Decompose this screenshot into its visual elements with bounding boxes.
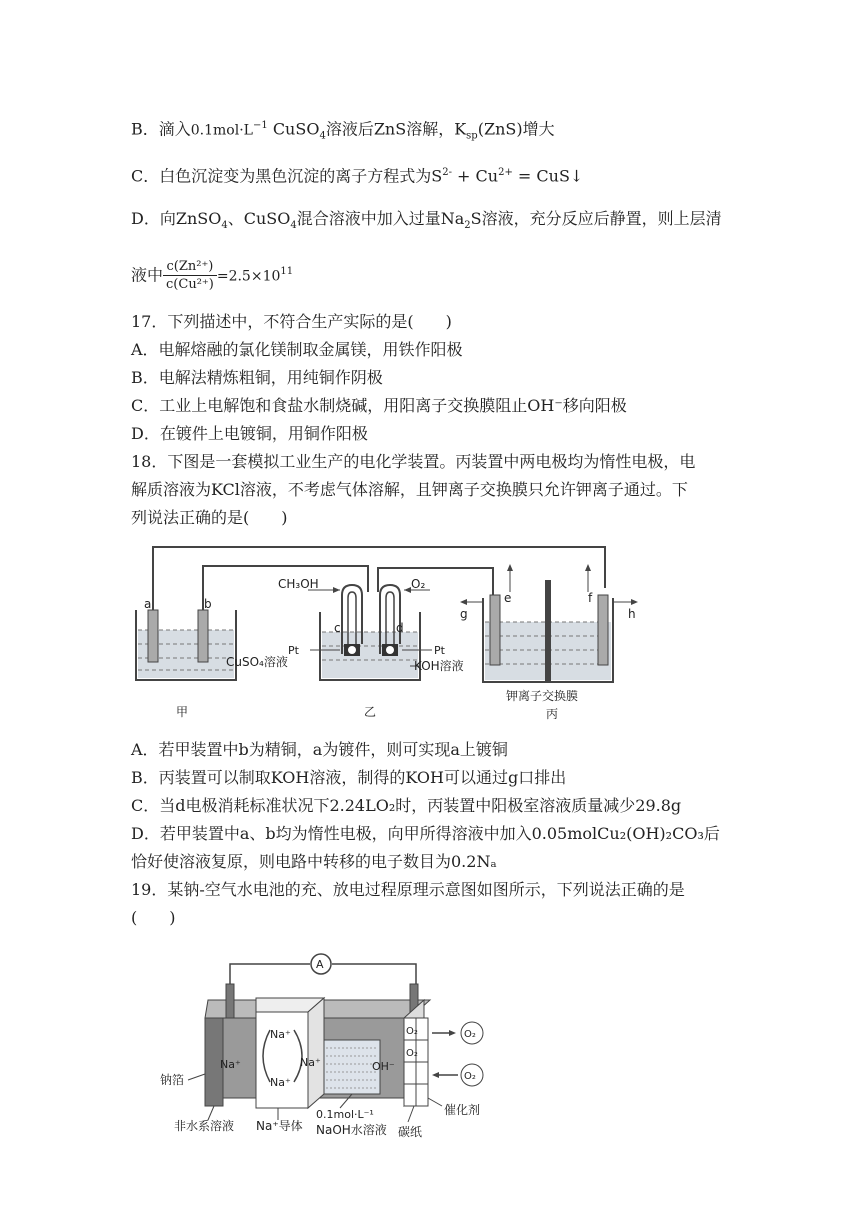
text: B．滴入: [131, 119, 191, 139]
denominator: c(Cu²⁺): [166, 277, 214, 293]
label-carbon-paper: 碳纸: [398, 1125, 423, 1139]
q19-battery-diagram: [160, 948, 520, 1148]
ammeter-label: A: [316, 958, 324, 971]
q18-option-a: A．若甲装置中b为精铜，a为镀件，则可实现a上镀铜: [131, 740, 508, 759]
charge: 2-: [442, 167, 452, 178]
label-na-bottom: Na⁺: [270, 1076, 291, 1089]
copper: + Cu: [451, 166, 499, 186]
formula: S: [470, 209, 482, 228]
q18-option-d: D．若甲装置中a、b均为惰性电极，向甲所得溶液中加入0.05molCu₂(OH)₂CO₃后: [131, 824, 720, 843]
text: 溶液，充分反应后静置，则上层清: [481, 209, 722, 228]
text: (ZnS)增大: [477, 119, 555, 139]
label-koh-solution: KOH溶液: [414, 659, 464, 673]
label-na-left: Na⁺: [220, 1058, 241, 1071]
value: =2.5×10: [216, 268, 281, 285]
q19-stem-2: ( ): [131, 908, 176, 927]
ksp-sub: sp: [466, 130, 478, 142]
label-d: d: [396, 621, 404, 635]
numerator: c(Zn²⁺): [163, 258, 217, 276]
ksp-k: K: [454, 119, 467, 139]
q18-stem-3: 列说法正确的是( ): [131, 508, 288, 527]
q18-apparatus-diagram: [128, 540, 648, 725]
label-sodium-foil: 钠箔: [160, 1073, 185, 1087]
q17-stem: 17．下列描述中，不符合生产实际的是( ): [131, 312, 452, 331]
label-bing: 丙: [546, 707, 559, 721]
label-jia: 甲: [176, 705, 189, 719]
label-na-top: Na⁺: [270, 1028, 291, 1041]
q16-option-d: D．向ZnSO$_4$、CuSO$_4$混合溶液中加入过量$Na_2S$溶液，充分反应后静置，则上层清: [131, 209, 722, 232]
formula: Na: [440, 209, 465, 228]
q18-option-c: C．当d电极消耗标准状况下2.24LO₂时，丙装置中阳极室溶液质量减少29.8g: [131, 796, 682, 815]
charge: 2+: [498, 167, 513, 178]
cell-bing: [460, 564, 638, 682]
label-cuso4-solution: CuSO₄溶液: [226, 655, 288, 669]
label-pt-right: Pt: [434, 644, 445, 657]
label-o2-in: O₂: [464, 1071, 476, 1082]
label-naoh-concentration: 0.1mol·L⁻¹: [316, 1108, 374, 1121]
label-o2-out: O₂: [464, 1029, 476, 1040]
formula-cuso4: CuSO: [272, 119, 320, 139]
label-h: h: [628, 607, 636, 621]
concentration: 0.1mol·L: [190, 122, 253, 139]
label-f: f: [588, 591, 593, 605]
label-yi: 乙: [364, 705, 377, 719]
formula: CuSO: [243, 209, 291, 228]
q18-option-d-cont: 恰好使溶液复原，则电路中转移的电子数目为0.2Nₐ: [131, 852, 497, 871]
label-catalyst: 催化剂: [444, 1103, 481, 1117]
q17-option-b: B．电解法精炼粗铜，用纯铜作阴极: [131, 368, 383, 387]
q17-option-d: D．在镀件上电镀铜，用铜作阳极: [131, 424, 368, 443]
label-naoh-solution: NaOH水溶液: [316, 1123, 387, 1137]
label-o2-layer-1: O₂: [406, 1026, 418, 1037]
q16-option-b: B．滴入$0.1mol\cdot L^{-1}$ CuSO$_4$溶液后ZnS溶解，$K_{sp}(ZnS)$增大: [131, 119, 555, 142]
q18-option-b: B．丙装置可以制取KOH溶液，制得的KOH可以通过g口排出: [131, 768, 567, 787]
label-nonaqueous-solution: 非水系溶液: [174, 1119, 235, 1133]
text: 液中: [131, 265, 164, 285]
concentration-ratio: [163, 258, 217, 293]
beaker-jia: [136, 610, 236, 680]
text: 溶液后ZnS溶解，: [325, 119, 455, 139]
q18-stem-1: 18．下图是一套模拟工业生产的电化学装置。丙装置中两电极均为惰性电极，电: [131, 452, 696, 471]
label-ch3oh: CH₃OH: [278, 577, 319, 591]
text: C．白色沉淀变为黑色沉淀的离子方程式为: [131, 166, 432, 186]
q19-stem-1: 19．某钠-空气水电池的充、放电过程原理示意图如图所示，下列说法正确的是: [131, 880, 685, 899]
exponent: 11: [280, 266, 294, 277]
label-na-conductor: Na⁺导体: [256, 1119, 303, 1133]
text: 、: [227, 209, 244, 228]
label-pt-left: Pt: [288, 644, 299, 657]
label-c: c: [334, 621, 341, 635]
label-na-middle: Na⁺: [300, 1056, 321, 1069]
label-oh: OH⁻: [372, 1060, 395, 1073]
label-e: e: [504, 591, 512, 605]
q17-option-c: C．工业上电解饱和食盐水制烧碱，用阳离子交换膜阻止OH⁻移向阳极: [131, 396, 627, 415]
q17-option-a: A．电解熔融的氯化镁制取金属镁，用铁作阳极: [131, 340, 463, 359]
label-g: g: [460, 607, 468, 621]
q18-stem-2: 解质溶液为KCl溶液，不考虑气体溶解，且钾离子交换膜只允许钾离子通过。下: [131, 480, 688, 499]
label-potassium-membrane: 钾离子交换膜: [506, 689, 579, 703]
label-o2: O₂: [411, 577, 426, 591]
label-b: b: [204, 597, 212, 611]
sulfide: S: [431, 166, 443, 186]
q16-option-c: [131, 163, 583, 186]
formula: ZnSO: [175, 209, 222, 228]
q16-option-d-cont: [131, 254, 293, 294]
label-a: a: [144, 597, 152, 611]
text: 混合溶液中加入过量: [296, 209, 441, 228]
text: D．向: [131, 209, 176, 228]
product: = CuS↓: [512, 166, 584, 186]
label-o2-layer-2: O₂: [406, 1048, 418, 1059]
